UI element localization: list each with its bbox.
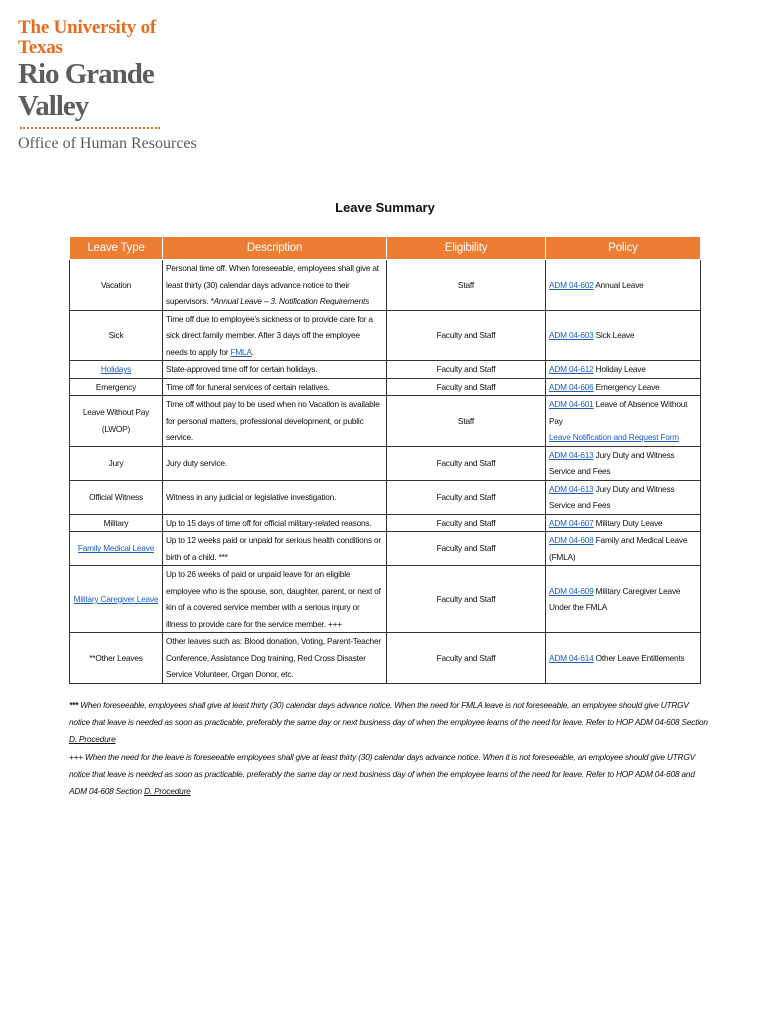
- policy-title: Other Leave Entitlements: [593, 652, 685, 663]
- policy-title: Emergency Leave: [593, 381, 660, 392]
- policy-link[interactable]: ADM 04-609: [549, 585, 594, 596]
- policy-cell: [546, 566, 701, 633]
- policy-link[interactable]: ADM 04-614: [549, 652, 594, 663]
- table-header-row: [70, 237, 701, 260]
- request-form-link[interactable]: Leave Notification and Request Form: [549, 432, 679, 442]
- leave-type-cell: [70, 361, 163, 379]
- military-caregiver-leave-link[interactable]: Military Caregiver Leave: [73, 593, 159, 604]
- leave-type-abbrev: (LWOP): [101, 423, 131, 434]
- description-cell: State-approved time off for certain holidays.: [163, 361, 387, 379]
- policy-link[interactable]: ADM 04-613: [549, 483, 594, 494]
- eligibility-cell: Faculty and Staff: [387, 361, 546, 379]
- header-description: Description: [163, 237, 387, 260]
- footnote-text: +++ When the need for the leave is foreseeable employees shall give at least thirty (30) calendar days advance notice. When it is not foreseeable, an employee should give UTRGV notice that leave is needed as soon as practicable, preferably the same day or next business day of when the employee learns of the need for leave. Refer to HOP ADM 04-608 and ADM 04-608 Section: [69, 752, 695, 796]
- footnote-marker: ***: [69, 700, 79, 710]
- policy-cell: [546, 633, 701, 684]
- policy-cell: [546, 514, 701, 532]
- leave-type-cell: Military: [70, 514, 163, 532]
- description-cell: Jury duty service.: [163, 446, 387, 480]
- policy-title: Jury Duty and Witness Service and Fees: [549, 483, 675, 510]
- description-note: *Annual Leave – 3. Notification Requirements: [208, 296, 370, 306]
- policy-link[interactable]: ADM 04-603: [549, 330, 594, 340]
- description-cell: Time off without pay to be used when no Vacation is available for personal matters, professional development, or public service.: [163, 396, 387, 447]
- footnote-fmla: [69, 697, 709, 748]
- table-row: [70, 378, 701, 396]
- leave-type-cell: **Other Leaves: [70, 633, 163, 684]
- policy-link[interactable]: ADM 04-608: [549, 535, 594, 545]
- table-row: [70, 480, 701, 514]
- policy-link[interactable]: ADM 04-606: [549, 381, 594, 392]
- page-title: Leave Summary: [335, 200, 435, 215]
- policy-title: Holiday Leave: [593, 364, 646, 374]
- table-row: [70, 532, 701, 566]
- fmla-link[interactable]: FMLA: [230, 346, 252, 357]
- policy-title: Annual Leave: [593, 279, 644, 290]
- footnote-text: When foreseeable, employees shall give at least thirty (30) calendar days advance notice. When the need for FMLA leave is not foreseeable, an employee should give UTRGV notice that leave is needed as soon as practicable, preferably the same day or next business day of when the employee learns of the need for leave. Refer to HOP ADM 04-608 Section: [69, 700, 708, 727]
- description-cell: [163, 310, 387, 361]
- description-cell: Other leaves such as: Blood donation, Voting, Parent-Teacher Conference, Assistance Dog training, Red Cross Disaster Service Volunteer, Organ Donor, etc.: [163, 633, 387, 684]
- eligibility-cell: Faculty and Staff: [387, 532, 546, 566]
- policy-cell: [546, 532, 701, 566]
- leave-type-cell: [70, 566, 163, 633]
- eligibility-cell: Faculty and Staff: [387, 566, 546, 633]
- policy-link[interactable]: ADM 04-612: [549, 364, 594, 374]
- eligibility-cell: Staff: [387, 260, 546, 311]
- description-text: Time off due to employee's sickness or to provide care for a sick direct family member. After 3 days off the employee needs to apply for: [166, 313, 373, 357]
- table-row: [70, 566, 701, 633]
- leave-type-cell: [70, 532, 163, 566]
- leave-type-cell: Jury: [70, 446, 163, 480]
- logo-office-line: Office of Human Resources: [18, 135, 197, 152]
- description-cell: Time off for funeral services of certain relatives.: [163, 378, 387, 396]
- description-cell: Up to 15 days of time off for official military-related reasons.: [163, 514, 387, 532]
- utrgv-logo: [18, 18, 198, 153]
- policy-title: Military Caregiver Leave Under the FMLA: [549, 585, 681, 612]
- policy-title: Leave of Absence Without Pay: [549, 399, 688, 426]
- leave-type-line: Leave Without Pay: [82, 407, 150, 418]
- policy-title: Military Duty Leave: [593, 517, 663, 528]
- leave-type-cell: Official Witness: [70, 480, 163, 514]
- header-eligibility: Eligibility: [387, 237, 546, 260]
- table-row: [70, 514, 701, 532]
- leave-summary-table: [69, 236, 701, 684]
- header-policy: Policy: [546, 237, 701, 260]
- procedure-link[interactable]: D. Procedure: [69, 734, 116, 744]
- policy-cell: [546, 310, 701, 361]
- table-row: [70, 310, 701, 361]
- table-row: [70, 633, 701, 684]
- logo-divider: [20, 127, 160, 129]
- policy-link[interactable]: ADM 04-613: [549, 449, 594, 460]
- policy-cell: [546, 260, 701, 311]
- description-text: Personal time off. When foreseeable, employees shall give at least thirty (30) calendar days advance notice to their supervisors.: [166, 263, 379, 306]
- description-end: .: [251, 346, 254, 357]
- eligibility-cell: Faculty and Staff: [387, 378, 546, 396]
- policy-cell: [546, 446, 701, 480]
- family-medical-leave-link[interactable]: Family Medical Leave: [77, 543, 155, 554]
- description-cell: Witness in any judicial or legislative investigation.: [163, 480, 387, 514]
- policy-cell: [546, 378, 701, 396]
- policy-cell: [546, 480, 701, 514]
- table-row: [70, 260, 701, 311]
- table-row: [70, 396, 701, 447]
- leave-type-cell: Emergency: [70, 378, 163, 396]
- policy-title: Family and Medical Leave (FMLA): [549, 535, 688, 562]
- eligibility-cell: Faculty and Staff: [387, 446, 546, 480]
- eligibility-cell: Faculty and Staff: [387, 514, 546, 532]
- description-cell: Up to 26 weeks of paid or unpaid leave for an eligible employee who is the spouse, son, daughter, parent, or next of kin of a covered service member with a serious injury or illness to provide care for the service member. +++: [163, 566, 387, 633]
- description-cell: [163, 260, 387, 311]
- policy-link[interactable]: ADM 04-607: [549, 517, 594, 528]
- policy-cell: [546, 396, 701, 447]
- eligibility-cell: Faculty and Staff: [387, 480, 546, 514]
- eligibility-cell: Faculty and Staff: [387, 633, 546, 684]
- leave-type-cell: Sick: [70, 310, 163, 361]
- description-cell: Up to 12 weeks paid or unpaid for serious health conditions or birth of a child. ***: [163, 532, 387, 566]
- policy-title: Jury Duty and Witness Service and Fees: [549, 449, 675, 476]
- table-row: [70, 361, 701, 379]
- policy-cell: [546, 361, 701, 379]
- policy-link[interactable]: ADM 04-602: [549, 279, 594, 290]
- eligibility-cell: Staff: [387, 396, 546, 447]
- leave-type-cell: [70, 396, 163, 447]
- leave-type-cell: Vacation: [70, 260, 163, 311]
- table-row: [70, 446, 701, 480]
- logo-university-line: The University of Texas: [18, 17, 157, 58]
- eligibility-cell: Faculty and Staff: [387, 310, 546, 361]
- policy-link[interactable]: ADM 04-601: [549, 399, 594, 409]
- procedure-link[interactable]: D. Procedure: [144, 786, 191, 796]
- holidays-link[interactable]: Holidays: [100, 364, 132, 374]
- policy-title: Sick Leave: [593, 330, 635, 340]
- footnote-caregiver: [69, 749, 709, 800]
- header-leave-type: Leave Type: [70, 237, 163, 260]
- logo-rgv-line: Rio Grande Valley: [18, 58, 154, 122]
